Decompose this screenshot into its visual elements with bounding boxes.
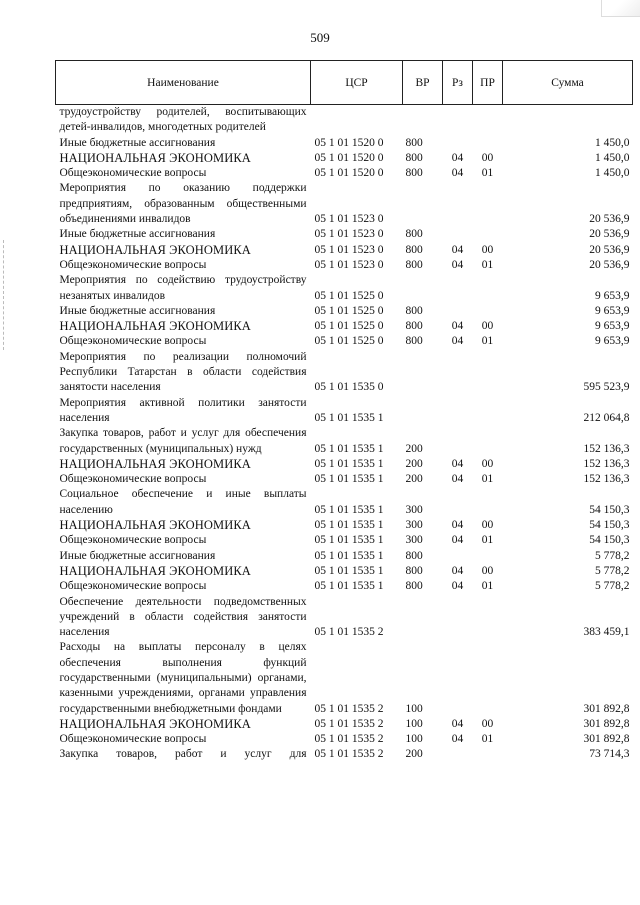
cell-csr: 05 1 01 1535 2 bbox=[314, 702, 384, 715]
table-row bbox=[56, 747, 633, 762]
cell-sum: 5 778,2 bbox=[595, 549, 630, 562]
cell-vr: 200 bbox=[405, 457, 423, 470]
cell-name: Расходы на выплаты персоналу в целях обеспечения выполнения функций государственными (муниципальными) органами, казенными учреждениями, органами управления государственными внебюджетными фондами bbox=[59, 641, 307, 715]
cell-name: Иные бюджетные ассигнования bbox=[59, 549, 216, 562]
cell-csr: 05 1 01 1535 1 bbox=[314, 473, 384, 486]
cell-sum: 152 136,3 bbox=[583, 473, 630, 486]
cell-csr: 05 1 01 1520 0 bbox=[314, 151, 384, 164]
cell-rz: 04 bbox=[451, 167, 464, 180]
cell-vr: 300 bbox=[405, 503, 423, 516]
table-row bbox=[56, 136, 633, 151]
cell-pr bbox=[473, 549, 503, 564]
cell-vr: 300 bbox=[405, 519, 423, 532]
cell-sum: 9 653,9 bbox=[595, 335, 630, 348]
cell-sum: 5 778,2 bbox=[595, 564, 630, 577]
cell-vr: 800 bbox=[405, 228, 423, 241]
cell-csr: 05 1 01 1535 1 bbox=[314, 580, 384, 593]
cell-vr: 800 bbox=[405, 136, 423, 149]
cell-name: НАЦИОНАЛЬНАЯ ЭКОНОМИКА bbox=[59, 242, 251, 257]
table-row bbox=[56, 151, 633, 166]
cell-sum: 54 150,3 bbox=[589, 503, 630, 516]
cell-pr: 01 bbox=[481, 167, 494, 180]
table-body bbox=[56, 105, 633, 763]
cell-rz bbox=[443, 227, 473, 242]
cell-sum: 301 892,8 bbox=[583, 717, 630, 730]
cell-vr: 800 bbox=[405, 320, 423, 333]
budget-table bbox=[55, 60, 633, 763]
cell-csr: 05 1 01 1535 1 bbox=[314, 519, 384, 532]
cell-rz: 04 bbox=[451, 580, 464, 593]
cell-csr: 05 1 01 1535 1 bbox=[314, 534, 384, 547]
cell-name: НАЦИОНАЛЬНАЯ ЭКОНОМИКА bbox=[59, 150, 251, 165]
table-row bbox=[56, 334, 633, 349]
cell-name: НАЦИОНАЛЬНАЯ ЭКОНОМИКА bbox=[59, 716, 251, 731]
cell-csr: 05 1 01 1535 2 bbox=[314, 717, 384, 730]
cell-rz: 04 bbox=[451, 717, 464, 730]
table-row bbox=[56, 396, 633, 427]
cell-sum: 5 778,2 bbox=[595, 580, 630, 593]
table-row bbox=[56, 319, 633, 334]
table-row bbox=[56, 518, 633, 533]
cell-rz bbox=[443, 595, 473, 641]
cell-pr: 01 bbox=[481, 335, 494, 348]
cell-name: Социальное обеспечение и иные выплаты населению bbox=[59, 488, 307, 516]
cell-sum: 212 064,8 bbox=[583, 411, 630, 424]
header-rz: Рз bbox=[443, 61, 473, 105]
cell-rz bbox=[443, 105, 473, 136]
cell-vr: 800 bbox=[405, 564, 423, 577]
cell-csr: 05 1 01 1535 1 bbox=[314, 442, 384, 455]
cell-csr: 05 1 01 1535 2 bbox=[314, 733, 384, 746]
header-vr: ВР bbox=[403, 61, 443, 105]
cell-csr: 05 1 01 1525 0 bbox=[314, 320, 384, 333]
cell-name: НАЦИОНАЛЬНАЯ ЭКОНОМИКА bbox=[59, 319, 251, 334]
cell-rz: 04 bbox=[451, 564, 464, 577]
cell-sum: 20 536,9 bbox=[589, 228, 630, 241]
cell-pr: 00 bbox=[481, 519, 494, 532]
table-row bbox=[56, 243, 633, 258]
cell-csr: 05 1 01 1525 0 bbox=[314, 289, 384, 302]
cell-name: Закупка товаров, работ и услуг для обеспечения государственных (муниципальных) нужд bbox=[59, 427, 307, 455]
cell-csr: 05 1 01 1535 2 bbox=[314, 626, 384, 639]
cell-csr: 05 1 01 1525 0 bbox=[314, 335, 384, 348]
cell-vr: 800 bbox=[405, 243, 423, 256]
table-row bbox=[56, 258, 633, 273]
cell-pr: 01 bbox=[481, 534, 494, 547]
cell-name: Общеэкономические вопросы bbox=[59, 335, 207, 348]
cell-name: Общеэкономические вопросы bbox=[59, 733, 207, 746]
cell-rz bbox=[443, 350, 473, 396]
cell-name: Общеэкономические вопросы bbox=[59, 580, 207, 593]
cell-name: Иные бюджетные ассигнования bbox=[59, 136, 216, 149]
cell-vr bbox=[403, 350, 443, 396]
cell-vr: 100 bbox=[405, 702, 423, 715]
cell-name: Закупка товаров, работ и услуг для bbox=[59, 748, 307, 761]
cell-sum: 9 653,9 bbox=[595, 289, 630, 302]
cell-rz bbox=[443, 640, 473, 716]
header-sum: Сумма bbox=[503, 61, 633, 105]
cell-sum: 152 136,3 bbox=[583, 442, 630, 455]
cell-rz bbox=[443, 549, 473, 564]
cell-rz bbox=[443, 747, 473, 762]
cell-vr: 200 bbox=[405, 442, 423, 455]
cell-name: Иные бюджетные ассигнования bbox=[59, 304, 216, 317]
cell-rz bbox=[443, 396, 473, 427]
cell-rz bbox=[443, 273, 473, 304]
cell-sum: 73 714,3 bbox=[589, 748, 630, 761]
table-row bbox=[56, 549, 633, 564]
cell-pr: 01 bbox=[481, 258, 494, 271]
cell-pr bbox=[473, 350, 503, 396]
header-pr: ПР bbox=[473, 61, 503, 105]
cell-csr: 05 1 01 1535 1 bbox=[314, 564, 384, 577]
cell-name: Иные бюджетные ассигнования bbox=[59, 228, 216, 241]
cell-sum bbox=[503, 105, 633, 136]
table-row bbox=[56, 732, 633, 747]
cell-pr: 00 bbox=[481, 151, 494, 164]
table-row bbox=[56, 227, 633, 242]
table-row bbox=[56, 304, 633, 319]
cell-vr: 300 bbox=[405, 534, 423, 547]
cell-pr bbox=[473, 487, 503, 518]
cell-vr: 800 bbox=[405, 151, 423, 164]
cell-pr bbox=[473, 747, 503, 762]
cell-pr bbox=[473, 304, 503, 319]
cell-vr: 100 bbox=[405, 733, 423, 746]
cell-rz: 04 bbox=[451, 733, 464, 746]
cell-vr: 100 bbox=[405, 717, 423, 730]
table-row bbox=[56, 105, 633, 136]
cell-csr: 05 1 01 1520 0 bbox=[314, 136, 384, 149]
cell-csr: 05 1 01 1523 0 bbox=[314, 228, 384, 241]
cell-rz: 04 bbox=[451, 243, 464, 256]
cell-pr: 00 bbox=[481, 320, 494, 333]
cell-pr bbox=[473, 273, 503, 304]
cell-sum: 20 536,9 bbox=[589, 258, 630, 271]
cell-vr: 800 bbox=[405, 304, 423, 317]
cell-rz: 04 bbox=[451, 457, 464, 470]
table-row bbox=[56, 426, 633, 457]
cell-csr bbox=[311, 105, 403, 136]
cell-csr: 05 1 01 1535 1 bbox=[314, 549, 384, 562]
cell-name: Мероприятия по реализации полномочий Республики Татарстан в области содействия занятости населения bbox=[59, 350, 307, 394]
cell-csr: 05 1 01 1535 2 bbox=[314, 748, 384, 761]
cell-sum: 1 450,0 bbox=[595, 151, 630, 164]
cell-vr: 200 bbox=[405, 748, 423, 761]
cell-name: НАЦИОНАЛЬНАЯ ЭКОНОМИКА bbox=[59, 518, 251, 533]
cell-vr: 800 bbox=[405, 167, 423, 180]
cell-pr bbox=[473, 105, 503, 136]
cell-rz: 04 bbox=[451, 519, 464, 532]
table-row bbox=[56, 595, 633, 641]
cell-vr bbox=[403, 105, 443, 136]
cell-pr bbox=[473, 227, 503, 242]
cell-name: Мероприятия активной политики занятости населения bbox=[59, 396, 307, 424]
cell-sum: 1 450,0 bbox=[595, 167, 630, 180]
table-row bbox=[56, 457, 633, 472]
cell-csr: 05 1 01 1535 1 bbox=[314, 457, 384, 470]
cell-pr bbox=[473, 595, 503, 641]
table-row bbox=[56, 273, 633, 304]
cell-pr: 00 bbox=[481, 717, 494, 730]
cell-name: Общеэкономические вопросы bbox=[59, 473, 207, 486]
cell-rz bbox=[443, 426, 473, 457]
cell-csr: 05 1 01 1535 1 bbox=[314, 411, 384, 424]
cell-rz bbox=[443, 487, 473, 518]
cell-csr: 05 1 01 1523 0 bbox=[314, 213, 384, 226]
cell-sum: 54 150,3 bbox=[589, 519, 630, 532]
cell-rz: 04 bbox=[451, 258, 464, 271]
cell-csr: 05 1 01 1525 0 bbox=[314, 304, 384, 317]
cell-vr: 800 bbox=[405, 580, 423, 593]
cell-vr: 800 bbox=[405, 258, 423, 271]
cell-vr: 200 bbox=[405, 473, 423, 486]
table-header-row bbox=[56, 61, 633, 105]
header-csr: ЦСР bbox=[311, 61, 403, 105]
cell-rz bbox=[443, 136, 473, 151]
cell-pr: 01 bbox=[481, 733, 494, 746]
cell-sum: 9 653,9 bbox=[595, 320, 630, 333]
cell-rz bbox=[443, 181, 473, 227]
cell-pr bbox=[473, 181, 503, 227]
table-row bbox=[56, 579, 633, 594]
cell-sum: 54 150,3 bbox=[589, 534, 630, 547]
cell-rz: 04 bbox=[451, 151, 464, 164]
cell-pr bbox=[473, 136, 503, 151]
cell-pr: 00 bbox=[481, 457, 494, 470]
cell-vr bbox=[403, 396, 443, 427]
cell-csr: 05 1 01 1520 0 bbox=[314, 167, 384, 180]
cell-name: Мероприятия по содействию трудоустройству незанятых инвалидов bbox=[59, 274, 307, 302]
cell-name: Общеэкономические вопросы bbox=[59, 258, 207, 271]
page-number: 509 bbox=[310, 30, 330, 45]
cell-pr: 00 bbox=[481, 243, 494, 256]
cell-rz bbox=[443, 304, 473, 319]
cell-sum: 20 536,9 bbox=[589, 243, 630, 256]
table-row bbox=[56, 533, 633, 548]
cell-sum: 301 892,8 bbox=[583, 702, 630, 715]
table-row bbox=[56, 472, 633, 487]
cell-name: Общеэкономические вопросы bbox=[59, 167, 207, 180]
cell-sum: 383 459,1 bbox=[583, 626, 630, 639]
cell-pr: 00 bbox=[481, 564, 494, 577]
cell-csr: 05 1 01 1535 1 bbox=[314, 503, 384, 516]
cell-csr: 05 1 01 1523 0 bbox=[314, 258, 384, 271]
cell-sum: 20 536,9 bbox=[589, 213, 630, 226]
table-row bbox=[56, 717, 633, 732]
cell-rz: 04 bbox=[451, 534, 464, 547]
cell-rz: 04 bbox=[451, 320, 464, 333]
table-row bbox=[56, 350, 633, 396]
table-row bbox=[56, 640, 633, 716]
cell-name: НАЦИОНАЛЬНАЯ ЭКОНОМИКА bbox=[59, 456, 251, 471]
cell-sum: 1 450,0 bbox=[595, 136, 630, 149]
cell-name: Общеэкономические вопросы bbox=[59, 534, 207, 547]
cell-pr: 01 bbox=[481, 580, 494, 593]
cell-sum: 595 523,9 bbox=[583, 381, 630, 394]
cell-rz: 04 bbox=[451, 473, 464, 486]
cell-sum: 9 653,9 bbox=[595, 304, 630, 317]
cell-csr: 05 1 01 1523 0 bbox=[314, 243, 384, 256]
cell-pr bbox=[473, 640, 503, 716]
binding-margin-mark bbox=[3, 240, 5, 350]
cell-sum: 152 136,3 bbox=[583, 457, 630, 470]
header-name: Наименование bbox=[56, 61, 311, 105]
cell-rz: 04 bbox=[451, 335, 464, 348]
page-corner-fold bbox=[601, 0, 640, 17]
table-row bbox=[56, 181, 633, 227]
table-row bbox=[56, 564, 633, 579]
cell-csr: 05 1 01 1535 0 bbox=[314, 381, 384, 394]
cell-name: Обеспечение деятельности подведомственных учреждений в области содействия занятости населения bbox=[59, 595, 307, 639]
cell-pr bbox=[473, 426, 503, 457]
cell-name: НАЦИОНАЛЬНАЯ ЭКОНОМИКА bbox=[59, 563, 251, 578]
cell-vr bbox=[403, 181, 443, 227]
cell-vr: 800 bbox=[405, 549, 423, 562]
cell-pr bbox=[473, 396, 503, 427]
cell-name: Мероприятия по оказанию поддержки предприятиям, образованным общественными объединениями инвалидов bbox=[59, 182, 307, 226]
cell-vr bbox=[403, 273, 443, 304]
cell-pr: 01 bbox=[481, 473, 494, 486]
cell-sum: 301 892,8 bbox=[583, 733, 630, 746]
cell-vr: 800 bbox=[405, 335, 423, 348]
cell-vr bbox=[403, 595, 443, 641]
table-row bbox=[56, 166, 633, 181]
table-row bbox=[56, 487, 633, 518]
cell-name: трудоустройству родителей, воспитывающих детей-инвалидов, многодетных родителей bbox=[59, 106, 307, 134]
